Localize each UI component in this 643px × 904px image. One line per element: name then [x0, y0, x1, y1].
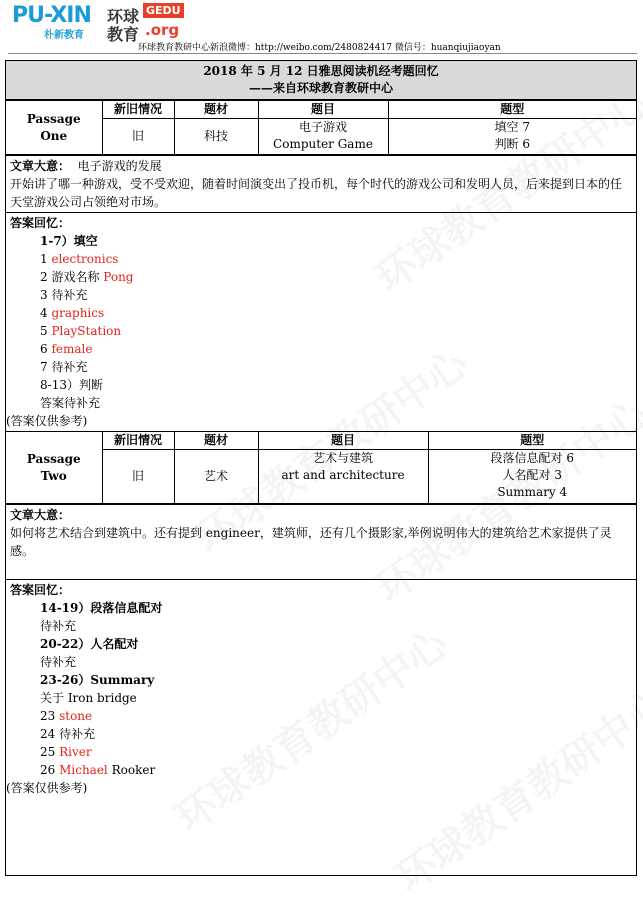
col-qtype: 题型 [388, 101, 636, 119]
answer-4: 4 graphics [40, 306, 105, 320]
document-frame [5, 60, 637, 876]
gedu-logo-text-2: 教育 [107, 25, 140, 44]
passage1-label [6, 101, 102, 155]
passage1-summary-text: 开始讲了哪一种游戏，受不受欢迎，随着时间演变出了投币机，每个时代的游戏公司和发明人员，后来提到日本的任天堂游戏公司占领绝对市场。 [10, 177, 623, 209]
passage2-qtype-1: 段落信息配对 6 [490, 451, 574, 465]
col-qtype: 题型 [428, 432, 636, 450]
answer-6: 6 female [40, 342, 93, 356]
gedu-logo-badge: GEDU [143, 3, 184, 18]
passage1-qtype [388, 119, 636, 155]
passage2-summary-label: 文章大意： [10, 508, 71, 522]
passage2-material: 艺术 [174, 450, 258, 504]
passage2-label-2: Two [40, 468, 67, 483]
answer-7: 7 待补充 [40, 360, 88, 374]
answer-26: 26 Michael Rooker [40, 763, 156, 777]
answer-3: 3 待补充 [40, 288, 88, 302]
puxin-logo: PU-XIN [12, 3, 91, 28]
passage1-topic [258, 119, 388, 155]
passage1-qtype-2: 判断 6 [494, 137, 530, 151]
answer-5: 5 PlayStation [40, 324, 122, 338]
passage1-summary-title: 电子游戏的发展 [77, 159, 162, 173]
passage2-sec3: 23-26）Summary [40, 673, 155, 687]
col-status: 新旧情况 [102, 101, 174, 119]
passage2-answers [6, 579, 636, 798]
passage2-qtype-3: Summary 4 [497, 485, 568, 499]
passage1-table [6, 100, 636, 155]
passage1-label-1: Passage [26, 111, 81, 126]
passage2-sec2: 20-22）人名配对 [40, 637, 139, 651]
passage1-answers [6, 212, 636, 431]
col-topic: 题目 [258, 101, 388, 119]
passage1-status: 旧 [102, 119, 174, 155]
passage2-topic-en: art and architecture [281, 468, 405, 482]
passage2-summary-text: 如何将艺术结合到建筑中。还有提到 engineer，建筑师，还有几个摄影家,举例说明伟大的建筑给艺术家提供了灵感。 [10, 526, 612, 558]
passage2-topic [258, 450, 428, 504]
gedu-logo-org: .org [145, 21, 180, 39]
passage1-answers-label: 答案回忆： [10, 216, 71, 230]
answer-24: 24 待补充 [40, 727, 96, 741]
passage1-note: (答案仅供参考) [6, 414, 88, 428]
gedu-logo-text-1: 环球 [107, 7, 140, 26]
passage2-topic-cn: 艺术与建筑 [312, 451, 373, 465]
passage1-sec2-answer: 答案待补充 [40, 396, 101, 410]
header-divider [8, 53, 637, 54]
col-material: 题材 [174, 432, 258, 450]
passage2-qtype [428, 450, 636, 504]
col-material: 题材 [174, 101, 258, 119]
passage1-topic-cn: 电子游戏 [298, 120, 347, 134]
passage2-table [6, 431, 636, 504]
passage1-topic-en: Computer Game [273, 137, 373, 151]
passage1-summary [6, 155, 636, 212]
passage2-summary [6, 504, 636, 579]
title-band [6, 61, 636, 100]
answer-2: 2 游戏名称 Pong [40, 270, 134, 284]
answer-23: 23 stone [40, 709, 93, 723]
passage1-material: 科技 [174, 119, 258, 155]
doc-subtitle: ——来自环球教育教研中心 [248, 81, 393, 95]
doc-title: 2018 年 5 月 12 日雅思阅读机经考题回忆 [203, 64, 439, 78]
puxin-logo-sub: 朴新教育 [44, 30, 84, 41]
answer-25: 25 River [40, 745, 92, 759]
passage1-summary-label: 文章大意： [10, 159, 71, 173]
passage2-sec3-intro: 关于 Iron bridge [40, 691, 137, 705]
passage2-note: (答案仅供参考) [6, 781, 88, 795]
col-topic: 题目 [258, 432, 428, 450]
passage2-answers-label: 答案回忆： [10, 583, 71, 597]
col-status: 新旧情况 [102, 432, 174, 450]
header-contact-info: 环球教育教研中心新浪微博：http://weibo.com/2480824417 微信号：huanqiujiaoyan [138, 43, 501, 53]
answer-1: 1 electronics [40, 252, 119, 266]
passage1-sec1: 1-7）填空 [40, 234, 98, 248]
passage2-label [6, 432, 102, 504]
passage2-label-1: Passage [26, 451, 81, 466]
passage1-label-2: One [40, 128, 68, 143]
page-header [0, 0, 643, 58]
passage2-sec1-answer: 待补充 [40, 619, 77, 633]
passage2-sec2-answer: 待补充 [40, 655, 77, 669]
passage2-sec1: 14-19）段落信息配对 [40, 601, 163, 615]
passage1-sec2: 8-13）判断 [40, 378, 103, 392]
passage2-qtype-2: 人名配对 3 [502, 468, 562, 482]
passage1-qtype-1: 填空 7 [494, 120, 530, 134]
passage2-status: 旧 [102, 450, 174, 504]
